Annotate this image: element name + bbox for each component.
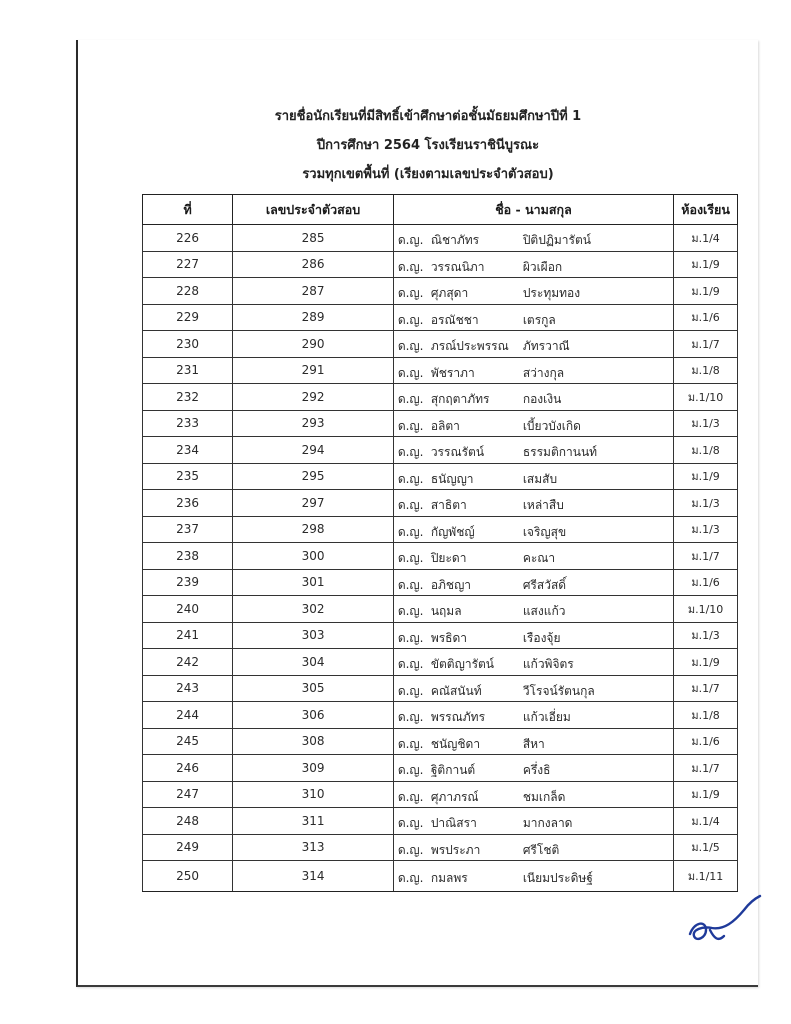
first-name: ภรณ์ประพรรณ [430, 339, 509, 353]
first-name: ฐิติกานต์ [430, 763, 476, 777]
table-row [143, 225, 738, 252]
last-name: ผิวเผือก [522, 259, 563, 274]
classroom: ม.1/9 [674, 278, 738, 305]
first-name: สาธิตา [430, 498, 467, 512]
first-name: ชนัญชิดา [430, 736, 481, 751]
table-row [143, 861, 738, 892]
exam-id: 309 [233, 755, 394, 782]
last-name: ธรรมติกานนท์ [522, 445, 598, 459]
signature-icon [684, 892, 764, 952]
student-name-cell [393, 728, 673, 755]
row-number: 236 [143, 490, 233, 517]
row-number: 227 [143, 251, 233, 278]
classroom: ม.1/9 [674, 251, 738, 278]
student-name-cell [393, 357, 673, 384]
row-number: 248 [143, 808, 233, 835]
name-prefix: ด.ญ. [397, 816, 424, 830]
table-row [143, 278, 738, 305]
row-number: 244 [143, 702, 233, 729]
last-name: แก้วเอี่ยม [522, 710, 571, 724]
first-name: พรประภา [430, 842, 481, 857]
classroom: ม.1/6 [674, 728, 738, 755]
exam-id: 295 [233, 463, 394, 490]
exam-id: 289 [233, 304, 394, 331]
student-name-cell [393, 437, 673, 464]
classroom: ม.1/11 [674, 861, 738, 892]
first-name: ปิยะดา [430, 551, 467, 565]
name-prefix: ด.ญ. [397, 630, 424, 645]
last-name: ชมเกล็ด [522, 789, 566, 804]
student-name-cell [393, 649, 673, 676]
last-name: กองเงิน [522, 392, 562, 406]
row-number: 238 [143, 543, 233, 570]
first-name: ณิชาภัทร [430, 233, 480, 247]
classroom: ม.1/3 [674, 490, 738, 517]
classroom: ม.1/7 [674, 675, 738, 702]
student-name-cell [393, 596, 673, 623]
last-name: ปิติปฏิมารัตน์ [522, 233, 591, 247]
classroom: ม.1/7 [674, 755, 738, 782]
last-name: เนียมประดิษฐ์ [522, 871, 593, 885]
first-name: สุกฤตาภัทร [430, 392, 490, 406]
last-name: สว่างกุล [522, 365, 565, 380]
row-number: 230 [143, 331, 233, 358]
name-prefix: ด.ญ. [397, 657, 424, 671]
classroom: ม.1/3 [674, 622, 738, 649]
student-name-cell [393, 861, 673, 892]
name-prefix: ด.ญ. [397, 286, 424, 300]
first-name: ธนัญญา [430, 471, 474, 486]
last-name: ภัทรวาณี [522, 339, 570, 353]
row-number: 243 [143, 675, 233, 702]
last-name: ศรีโชติ [522, 842, 560, 857]
exam-id: 303 [233, 622, 394, 649]
row-number: 226 [143, 225, 233, 252]
exam-id: 285 [233, 225, 394, 252]
first-name: ศุภสุดา [430, 286, 469, 300]
name-prefix: ด.ญ. [397, 233, 424, 247]
exam-id: 304 [233, 649, 394, 676]
first-name: วรรณรัตน์ [430, 445, 485, 459]
classroom: ม.1/3 [674, 516, 738, 543]
table-row [143, 463, 738, 490]
col-header-name: ชื่อ - นามสกุล [393, 195, 673, 225]
table-row [143, 834, 738, 861]
student-name-cell [393, 781, 673, 808]
classroom: ม.1/4 [674, 225, 738, 252]
student-name-cell [393, 834, 673, 861]
exam-id: 302 [233, 596, 394, 623]
name-prefix: ด.ญ. [397, 339, 424, 353]
name-prefix: ด.ญ. [397, 418, 424, 433]
classroom: ม.1/10 [674, 596, 738, 623]
student-name-cell [393, 490, 673, 517]
student-name-cell [393, 463, 673, 490]
last-name: เสมสับ [522, 471, 558, 486]
student-name-cell [393, 569, 673, 596]
exam-id: 298 [233, 516, 394, 543]
student-name-cell [393, 675, 673, 702]
exam-id: 305 [233, 675, 394, 702]
row-number: 234 [143, 437, 233, 464]
table-row [143, 702, 738, 729]
table-row [143, 596, 738, 623]
table-row [143, 516, 738, 543]
classroom: ม.1/7 [674, 543, 738, 570]
row-number: 231 [143, 357, 233, 384]
exam-id: 292 [233, 384, 394, 411]
first-name: อลิตา [430, 418, 460, 433]
name-prefix: ด.ญ. [397, 524, 424, 539]
list-subtitle: รวมทุกเขตพื้นที่ (เรียงตามเลขประจำตัวสอบ) [302, 167, 554, 182]
name-prefix: ด.ญ. [397, 763, 424, 777]
row-number: 241 [143, 622, 233, 649]
row-number: 240 [143, 596, 233, 623]
last-name: มากงลาด [522, 816, 573, 830]
row-number: 232 [143, 384, 233, 411]
classroom: ม.1/3 [674, 410, 738, 437]
first-name: พรธิดา [430, 630, 468, 645]
first-name: พรรณภัทร [430, 710, 486, 724]
first-name: คณัสนันท์ [430, 683, 482, 698]
classroom: ม.1/9 [674, 781, 738, 808]
name-prefix: ด.ญ. [397, 312, 424, 327]
last-name: แก้วพิจิตร [522, 657, 574, 671]
row-number: 228 [143, 278, 233, 305]
name-prefix: ด.ญ. [397, 736, 424, 751]
row-number: 237 [143, 516, 233, 543]
table-row [143, 437, 738, 464]
student-name-cell [393, 543, 673, 570]
row-number: 246 [143, 755, 233, 782]
classroom: ม.1/10 [674, 384, 738, 411]
exam-id: 290 [233, 331, 394, 358]
name-prefix: ด.ญ. [397, 789, 424, 804]
student-name-cell [393, 278, 673, 305]
last-name: เจริญสุข [522, 524, 567, 539]
first-name: กัญพัชญ์ [430, 524, 475, 539]
classroom: ม.1/8 [674, 702, 738, 729]
student-name-cell [393, 410, 673, 437]
classroom: ม.1/6 [674, 304, 738, 331]
table-row [143, 304, 738, 331]
exam-id: 294 [233, 437, 394, 464]
first-name: ศุภาภรณ์ [430, 789, 479, 804]
name-prefix: ด.ญ. [397, 365, 424, 380]
exam-id: 300 [233, 543, 394, 570]
last-name: ครึ่งธิ [522, 763, 551, 777]
last-name: เบี้ยวบังเกิด [522, 418, 581, 433]
exam-id: 308 [233, 728, 394, 755]
exam-id: 286 [233, 251, 394, 278]
first-name: พัชราภา [430, 365, 475, 380]
table-row [143, 755, 738, 782]
name-prefix: ด.ญ. [397, 683, 424, 698]
classroom: ม.1/6 [674, 569, 738, 596]
name-prefix: ด.ญ. [397, 871, 424, 885]
row-number: 239 [143, 569, 233, 596]
row-number: 229 [143, 304, 233, 331]
table-row [143, 357, 738, 384]
table-row [143, 808, 738, 835]
academic-year-school: ปีการศึกษา 2564 โรงเรียนราชินีบูรณะ [316, 138, 540, 153]
first-name: วรรณนิภา [430, 259, 485, 274]
first-name: อรณัชชา [430, 312, 479, 327]
row-number: 235 [143, 463, 233, 490]
last-name: เรืองจุ้ย [522, 630, 561, 645]
col-header-exam-id: เลขประจำตัวสอบ [233, 195, 394, 225]
name-prefix: ด.ญ. [397, 445, 424, 459]
student-name-cell [393, 331, 673, 358]
name-prefix: ด.ญ. [397, 392, 424, 406]
exam-id: 293 [233, 410, 394, 437]
student-name-cell [393, 516, 673, 543]
table-row [143, 728, 738, 755]
document-page [76, 40, 758, 987]
first-name: ขัตติญารัตน์ [430, 657, 495, 671]
classroom: ม.1/8 [674, 357, 738, 384]
exam-id: 287 [233, 278, 394, 305]
student-table [142, 194, 738, 892]
document-title: รายชื่อนักเรียนที่มีสิทธิ์เข้าศึกษาต่อชั้นมัธยมศึกษาปีที่ 1 [274, 109, 582, 124]
exam-id: 297 [233, 490, 394, 517]
table-row [143, 331, 738, 358]
table-row [143, 543, 738, 570]
classroom: ม.1/9 [674, 463, 738, 490]
exam-id: 314 [233, 861, 394, 892]
row-number: 233 [143, 410, 233, 437]
table-row [143, 384, 738, 411]
name-prefix: ด.ญ. [397, 577, 424, 592]
first-name: กมลพร [430, 871, 468, 885]
name-prefix: ด.ญ. [397, 710, 424, 724]
name-prefix: ด.ญ. [397, 842, 424, 857]
first-name: ปาณิสรา [430, 816, 477, 830]
classroom: ม.1/4 [674, 808, 738, 835]
first-name: อภิชญา [430, 577, 472, 592]
col-header-room: ห้องเรียน [674, 195, 738, 225]
name-prefix: ด.ญ. [397, 498, 424, 512]
last-name: วีโรจน์รัตนกุล [522, 683, 595, 698]
exam-id: 306 [233, 702, 394, 729]
first-name: นฤมล [430, 604, 462, 618]
exam-id: 313 [233, 834, 394, 861]
last-name: ประทุมทอง [522, 286, 581, 300]
last-name: เหล่าสืบ [522, 498, 564, 512]
exam-id: 291 [233, 357, 394, 384]
table-row [143, 622, 738, 649]
student-name-cell [393, 304, 673, 331]
table-row [143, 490, 738, 517]
classroom: ม.1/7 [674, 331, 738, 358]
table-header-row [143, 195, 738, 225]
last-name: ศรีสวัสดิ์ [522, 577, 567, 592]
student-name-cell [393, 384, 673, 411]
table-row [143, 251, 738, 278]
classroom: ม.1/9 [674, 649, 738, 676]
exam-id: 301 [233, 569, 394, 596]
table-row [143, 649, 738, 676]
last-name: แสงแก้ว [522, 604, 566, 618]
row-number: 242 [143, 649, 233, 676]
student-name-cell [393, 622, 673, 649]
table-row [143, 569, 738, 596]
student-name-cell [393, 702, 673, 729]
col-header-no: ที่ [143, 195, 233, 225]
last-name: เตรกูล [522, 312, 556, 327]
name-prefix: ด.ญ. [397, 551, 424, 565]
name-prefix: ด.ญ. [397, 471, 424, 486]
student-name-cell [393, 808, 673, 835]
row-number: 245 [143, 728, 233, 755]
last-name: คะณา [522, 551, 556, 565]
last-name: สีหา [522, 736, 545, 751]
student-name-cell [393, 251, 673, 278]
row-number: 250 [143, 861, 233, 892]
classroom: ม.1/5 [674, 834, 738, 861]
exam-id: 310 [233, 781, 394, 808]
student-name-cell [393, 755, 673, 782]
table-row [143, 781, 738, 808]
table-row [143, 410, 738, 437]
name-prefix: ด.ญ. [397, 259, 424, 274]
row-number: 247 [143, 781, 233, 808]
row-number: 249 [143, 834, 233, 861]
student-name-cell [393, 225, 673, 252]
name-prefix: ด.ญ. [397, 604, 424, 618]
table-row [143, 675, 738, 702]
exam-id: 311 [233, 808, 394, 835]
classroom: ม.1/8 [674, 437, 738, 464]
